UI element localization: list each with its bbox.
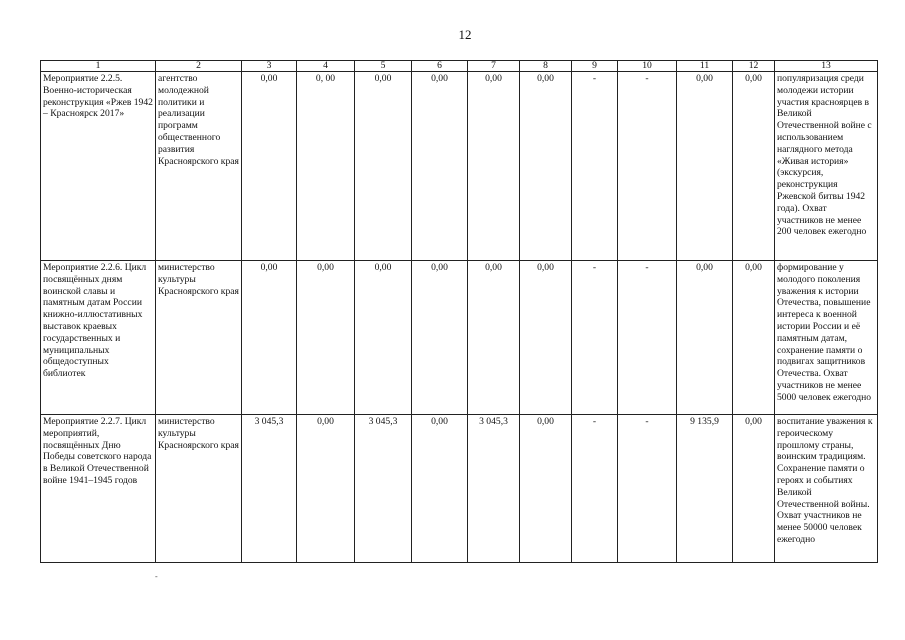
- activity-cell: Мероприятие 2.2.5. Военно-историческая реконструкция «Ржев 1942 – Красноярск 2017»: [41, 72, 156, 261]
- result-cell: формирование у молодого поколения уважения к истории Отечества, повышение интереса к военной истории России и её памятным датам, сохранение памяти о подвигах защитников Отечества. Охват участников не менее 5000 человек ежегодно: [775, 261, 878, 415]
- value-cell: 0, 00: [297, 72, 355, 261]
- value-cell: 0,00: [733, 261, 775, 415]
- value-cell: 0,00: [520, 415, 572, 563]
- value-cell: 0,00: [297, 415, 355, 563]
- page-number: 12: [458, 27, 472, 42]
- value-cell: 0,00: [520, 261, 572, 415]
- scan-mark: -: [155, 572, 158, 581]
- value-cell: 0,00: [355, 72, 412, 261]
- value-cell: -: [572, 415, 618, 563]
- value-cell: 0,00: [677, 261, 733, 415]
- table-row: [41, 415, 878, 563]
- executor-cell: министерство культуры Красноярского края: [156, 261, 242, 415]
- header-cell: 13: [775, 61, 878, 72]
- value-cell: 3 045,3: [242, 415, 297, 563]
- header-row: [41, 61, 878, 72]
- value-cell: 0,00: [242, 72, 297, 261]
- header-cell: 6: [412, 61, 468, 72]
- header-cell: 5: [355, 61, 412, 72]
- value-cell: 0,00: [733, 415, 775, 563]
- header-cell: 11: [677, 61, 733, 72]
- header-cell: 8: [520, 61, 572, 72]
- value-cell: -: [618, 72, 677, 261]
- header-cell: 1: [41, 61, 156, 72]
- value-cell: 9 135,9: [677, 415, 733, 563]
- result-cell: популяризация среди молодежи истории участия красноярцев в Великой Отечественной войне с использованием наглядного метода «Живая история» (экскурсия, реконструкция Ржевской битвы 1942 года). Охват участников не менее 200 человек ежегодно: [775, 72, 878, 261]
- value-cell: -: [618, 415, 677, 563]
- value-cell: 3 045,3: [468, 415, 520, 563]
- value-cell: -: [618, 261, 677, 415]
- value-cell: 0,00: [468, 72, 520, 261]
- activity-cell: Мероприятие 2.2.6. Цикл посвящённых дням воинской славы и памятным датам России книжно-иллюстативных выставок краевых государственных и муниципальных общедоступных библиотек: [41, 261, 156, 415]
- header-cell: 12: [733, 61, 775, 72]
- value-cell: -: [572, 72, 618, 261]
- header-cell: 7: [468, 61, 520, 72]
- table-row: [41, 72, 878, 261]
- header-cell: 4: [297, 61, 355, 72]
- value-cell: 0,00: [412, 415, 468, 563]
- table-row: [41, 261, 878, 415]
- value-cell: -: [572, 261, 618, 415]
- result-cell: воспитание уважения к героическому прошлому страны, воинским традициям. Сохранение памяти о героях и событиях Великой Отечественной войны. Охват участников не менее 50000 человек ежегодно: [775, 415, 878, 563]
- header-cell: 3: [242, 61, 297, 72]
- value-cell: 3 045,3: [355, 415, 412, 563]
- executor-cell: агентство молодежной политики и реализации программ общественного развития Красноярского края: [156, 72, 242, 261]
- header-cell: 2: [156, 61, 242, 72]
- value-cell: 0,00: [733, 72, 775, 261]
- value-cell: 0,00: [355, 261, 412, 415]
- value-cell: 0,00: [412, 261, 468, 415]
- value-cell: 0,00: [242, 261, 297, 415]
- executor-cell: министерство культуры Красноярского края: [156, 415, 242, 563]
- value-cell: 0,00: [677, 72, 733, 261]
- activity-cell: Мероприятие 2.2.7. Цикл мероприятий, посвящённых Дню Победы советского народа в Великой Отечественной войне 1941–1945 годов: [41, 415, 156, 563]
- program-activities-table: [40, 60, 878, 563]
- header-cell: 10: [618, 61, 677, 72]
- header-cell: 9: [572, 61, 618, 72]
- value-cell: 0,00: [520, 72, 572, 261]
- value-cell: 0,00: [412, 72, 468, 261]
- value-cell: 0,00: [468, 261, 520, 415]
- value-cell: 0,00: [297, 261, 355, 415]
